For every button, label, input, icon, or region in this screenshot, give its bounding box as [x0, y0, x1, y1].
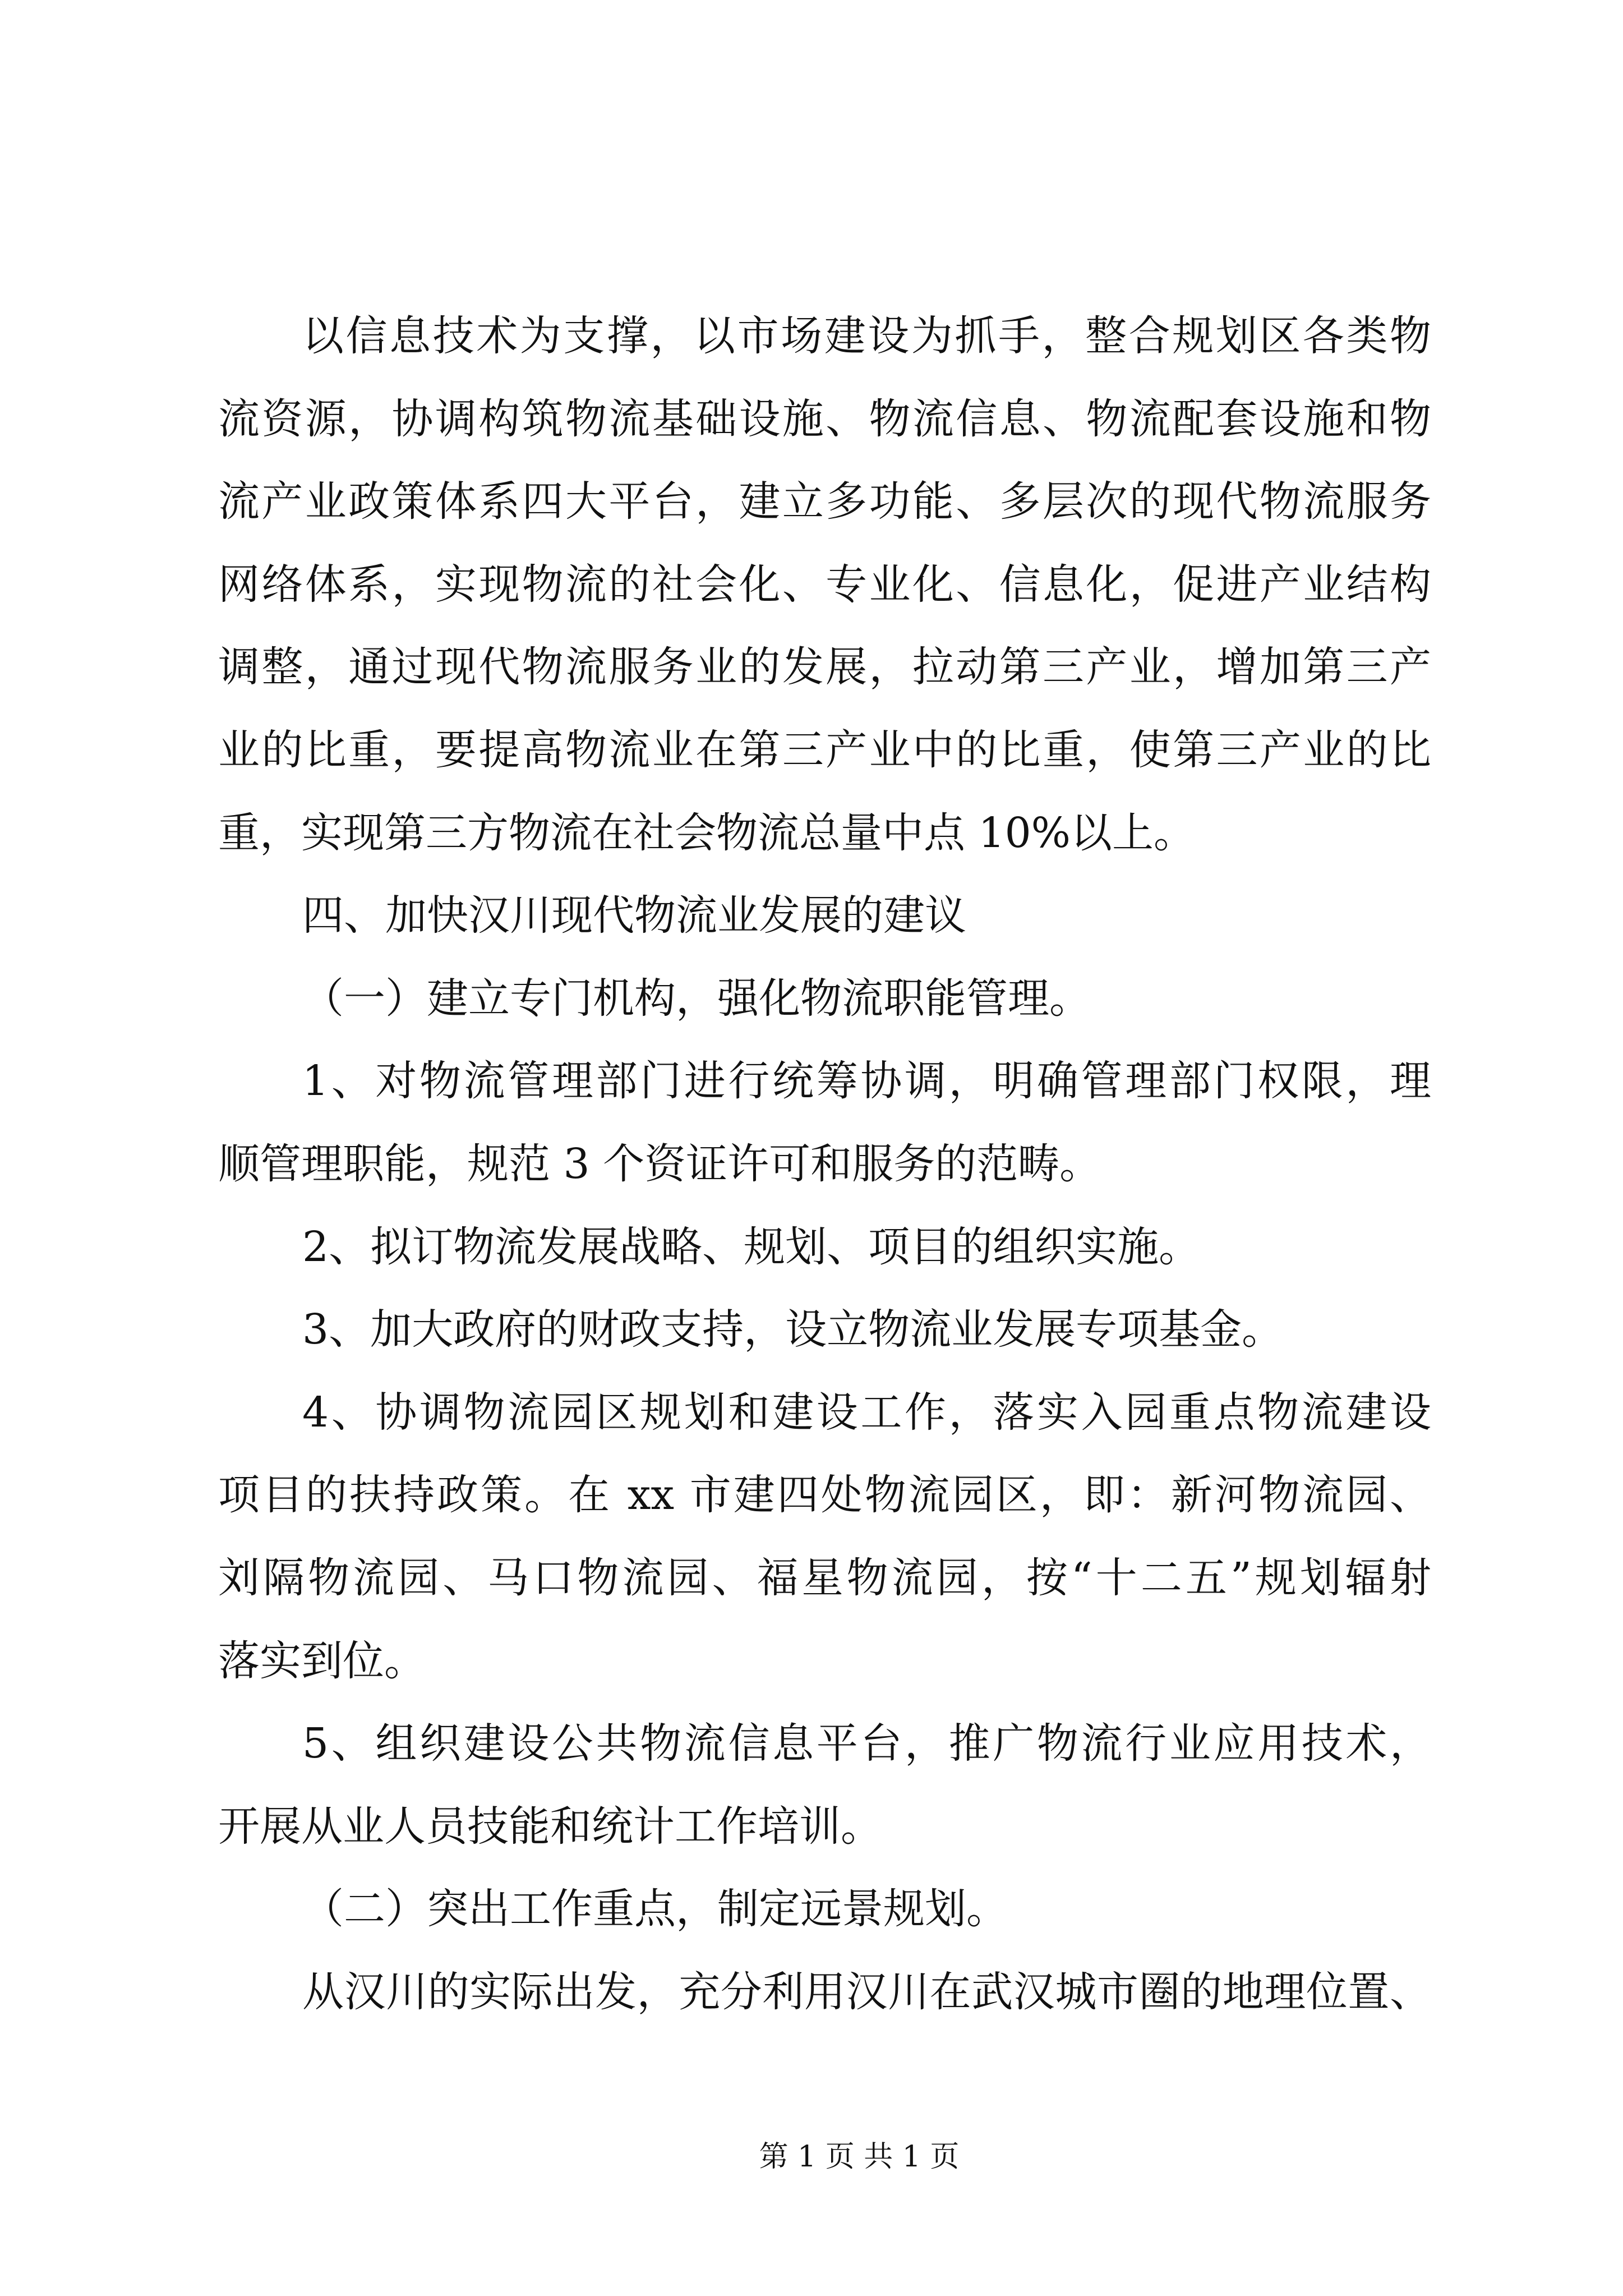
text-line: 5、组织建设公共物流信息平台，推广物流行业应用技术， — [302, 1719, 1431, 1768]
text-line: 从汉川的实际出发，充分利用汉川在武汉城市圈的地理位置、 — [302, 1967, 1431, 2016]
list-item — [218, 1289, 1431, 1372]
document-body — [218, 295, 1431, 2033]
text-line: 流产业政策体系四大平台，建立多功能、多层次的现代物流服务 — [218, 477, 1431, 526]
subsection-heading — [218, 1868, 1431, 1951]
text-line: 四、加快汉川现代物流业发展的建议 — [302, 891, 966, 940]
text-line: 落实到位。 — [218, 1636, 426, 1685]
paragraph — [218, 1951, 1431, 2034]
list-item — [218, 1206, 1431, 1289]
text-line: 流资源，协调构筑物流基础设施、物流信息、物流配套设施和物 — [218, 394, 1431, 443]
text-line: 开展从业人员技能和统计工作培训。 — [218, 1802, 882, 1851]
text-line: 业的比重，要提高物流业在第三产业中的比重，使第三产业的比 — [218, 725, 1431, 774]
list-item — [218, 1703, 1431, 1868]
text-line: 2、拟订物流发展战略、规划、项目的组织实施。 — [302, 1222, 1201, 1271]
text-line: 项目的扶持政策。在 xx 市建四处物流园区，即：新河物流园、 — [218, 1471, 1431, 1520]
section-heading — [218, 875, 1431, 958]
text-line: 调整，通过现代物流服务业的发展，拉动第三产业，增加第三产 — [218, 643, 1431, 692]
text-line: （一）建立专门机构，强化物流职能管理。 — [302, 974, 1091, 1023]
paragraph — [218, 295, 1431, 875]
list-item — [218, 1372, 1431, 1703]
text-line: 以信息技术为支撑，以市场建设为抓手，整合规划区各类物 — [302, 312, 1431, 360]
text-line: 重，实现第三方物流在社会物流总量中点 10%以上。 — [218, 808, 1195, 857]
text-line: 顺管理职能，规范 3 个资证许可和服务的范畴。 — [218, 1139, 1101, 1188]
text-line: （二）突出工作重点，制定远景规划。 — [302, 1885, 1008, 1934]
list-item — [218, 1040, 1431, 1205]
text-line: 网络体系，实现物流的社会化、专业化、信息化，促进产业结构 — [218, 560, 1431, 609]
text-line: 1、对物流管理部门进行统筹协调，明确管理部门权限，理 — [302, 1057, 1431, 1106]
text-line: 4、协调物流园区规划和建设工作，落实入园重点物流建设 — [302, 1388, 1431, 1437]
page-footer: 第 1 页 共 1 页 — [759, 2140, 960, 2174]
text-line: 刘隔物流园、马口物流园、福星物流园，按“十二五”规划辐射 — [218, 1553, 1431, 1602]
text-line: 3、加大政府的财政支持，设立物流业发展专项基金。 — [302, 1305, 1284, 1354]
subsection-heading — [218, 958, 1431, 1041]
